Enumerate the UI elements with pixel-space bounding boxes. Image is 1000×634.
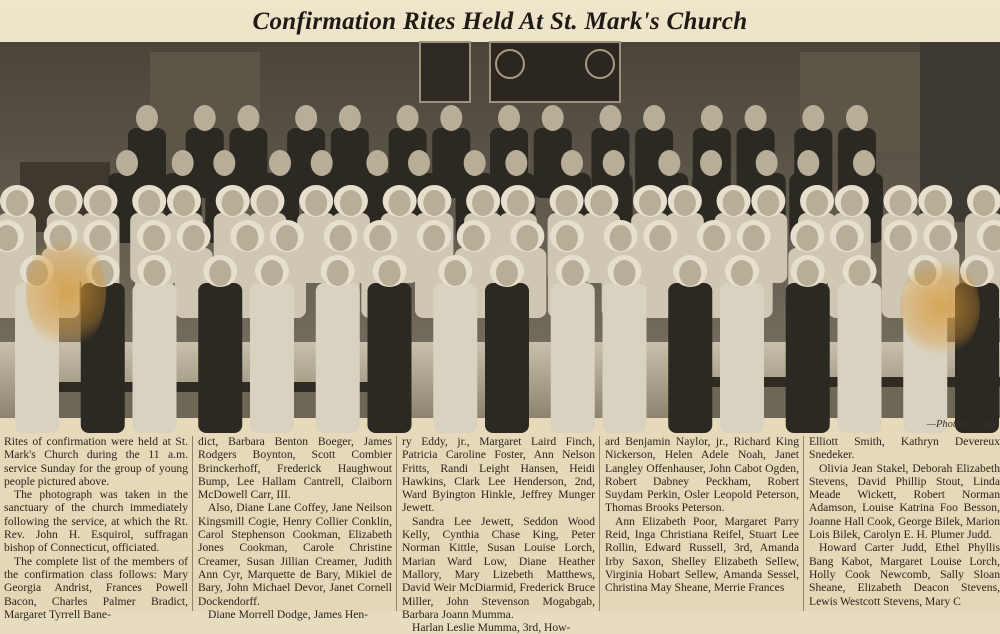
paragraph: ry Eddy, jr., Margaret Laird Finch, Patricia Caroline Foster, Ann Nelson Fritts, Randi Leight Hansen, Heidi Hawkins, Clark Lee Henderson, 2nd, Ward Byington Hinkle, Jeffrey Munger Jewett. — [402, 435, 595, 515]
paragraph: dict, Barbara Benton Boeger, James Rodgers Boynton, Scott Combier Brinckerhoff, Frederick Haughwout Bump, Lee Hallam Cantrell, Claiborn McDowell Carr, III. — [198, 435, 392, 502]
paragraph: The complete list of the members of the confirmation class follows: Mary Georgia Andrist, Frances Powell Bacon, Charles Palmer Bradict, Margaret Tyrrell Bane- — [4, 554, 188, 621]
article-column-1 — [4, 433, 188, 621]
paragraph: Also, Diane Lane Coffey, Jane Neilson Kingsmill Cogie, Henry Collier Conklin, Carol Stephenson Cookman, Elizabeth Jones Cookman, Carole Christine Creamer, Susan Jillian Creamer, Judith Ann Cyr, Marquette de Bary, Mikiel de Bary, John Michael Devor, Janet Cornell Dockendorff. — [198, 501, 392, 608]
paragraph: Rites of confirmation were held at St. Mark's Church during the 11 a.m. service Sunday for the group of young people pictured above. — [4, 435, 188, 488]
photo-credit: —Photo by Cyr — [926, 419, 992, 430]
paragraph: Sandra Lee Jewett, Seddon Wood Kelly, Cynthia Chase King, Peter Norman Kittle, Susan Louise Lorch, Marian Ward Low, Diane Heather Mallory, Mary Lizebeth Matthews, David Weir McDiarmid, Frederick Bruce Miller, John Stevenson Mogabgab, Barbara Joann Mumma. — [402, 514, 595, 621]
water-stain — [26, 232, 106, 352]
article-column-4 — [605, 433, 799, 611]
headline: Confirmation Rites Held At St. Mark's Church — [252, 8, 748, 35]
article-column-5 — [809, 433, 1000, 611]
paragraph: Olivia Jean Stakel, Deborah Elizabeth Stevens, David Phillip Stout, Linda Meade Wickett, Robert Norman Adamson, Louise Katrina Foo Besson, Joanne Hall Cook, George Bilek, Marion Lois Bilek, Carolyn E. H. Plumer Judd. — [809, 461, 1000, 542]
article-column-3 — [402, 433, 595, 634]
article-body — [0, 433, 1000, 634]
paragraph: The photograph was taken in the sanctuary of the church immediately following the service, at which the Rt. Rev. John H. Esquirol, suffragan bishop of Connecticut, officiated. — [4, 488, 188, 555]
paragraph: Harlan Leslie Mumma, 3rd, How- — [412, 621, 571, 634]
paragraph: Ann Elizabeth Poor, Margaret Parry Reid, Inga Christiana Reifel, Stuart Lee Rollin, Edward Russell, 3rd, Amanda Irby Saxon, Shelley Elizabeth Sellew, Virginia Hobart Sellew, Amanda Sessel, Christina May Sheane, Merrie Frances — [605, 514, 799, 595]
photo-illustration — [0, 42, 1000, 418]
water-stain — [900, 257, 980, 357]
paragraph: ard Benjamin Naylor, jr., Richard King Nickerson, Helen Adele Noah, Janet Langley Offenhauser, John Cabot Ogden, Robert Dabney Peckham, Robert Suydam Perkin, Osler Leopold Peterson, Thomas Brooks Peterson. — [605, 435, 799, 515]
article-column-2 — [198, 433, 392, 621]
paragraph: Elliott Smith, Kathryn Devereux Snedeker. — [809, 435, 1000, 462]
group-photograph — [0, 42, 1000, 418]
paragraph: Diane Morrell Dodge, James Hen- — [208, 607, 369, 621]
paragraph: Howard Carter Judd, Ethel Phyllis Bang Kabot, Margaret Louise Lorch, Holly Cook Newcomb, Sally Sloan Sheane, Elizabeth Deacon Stevens, Lewis Westcott Stevens, Mary C — [809, 541, 1000, 608]
